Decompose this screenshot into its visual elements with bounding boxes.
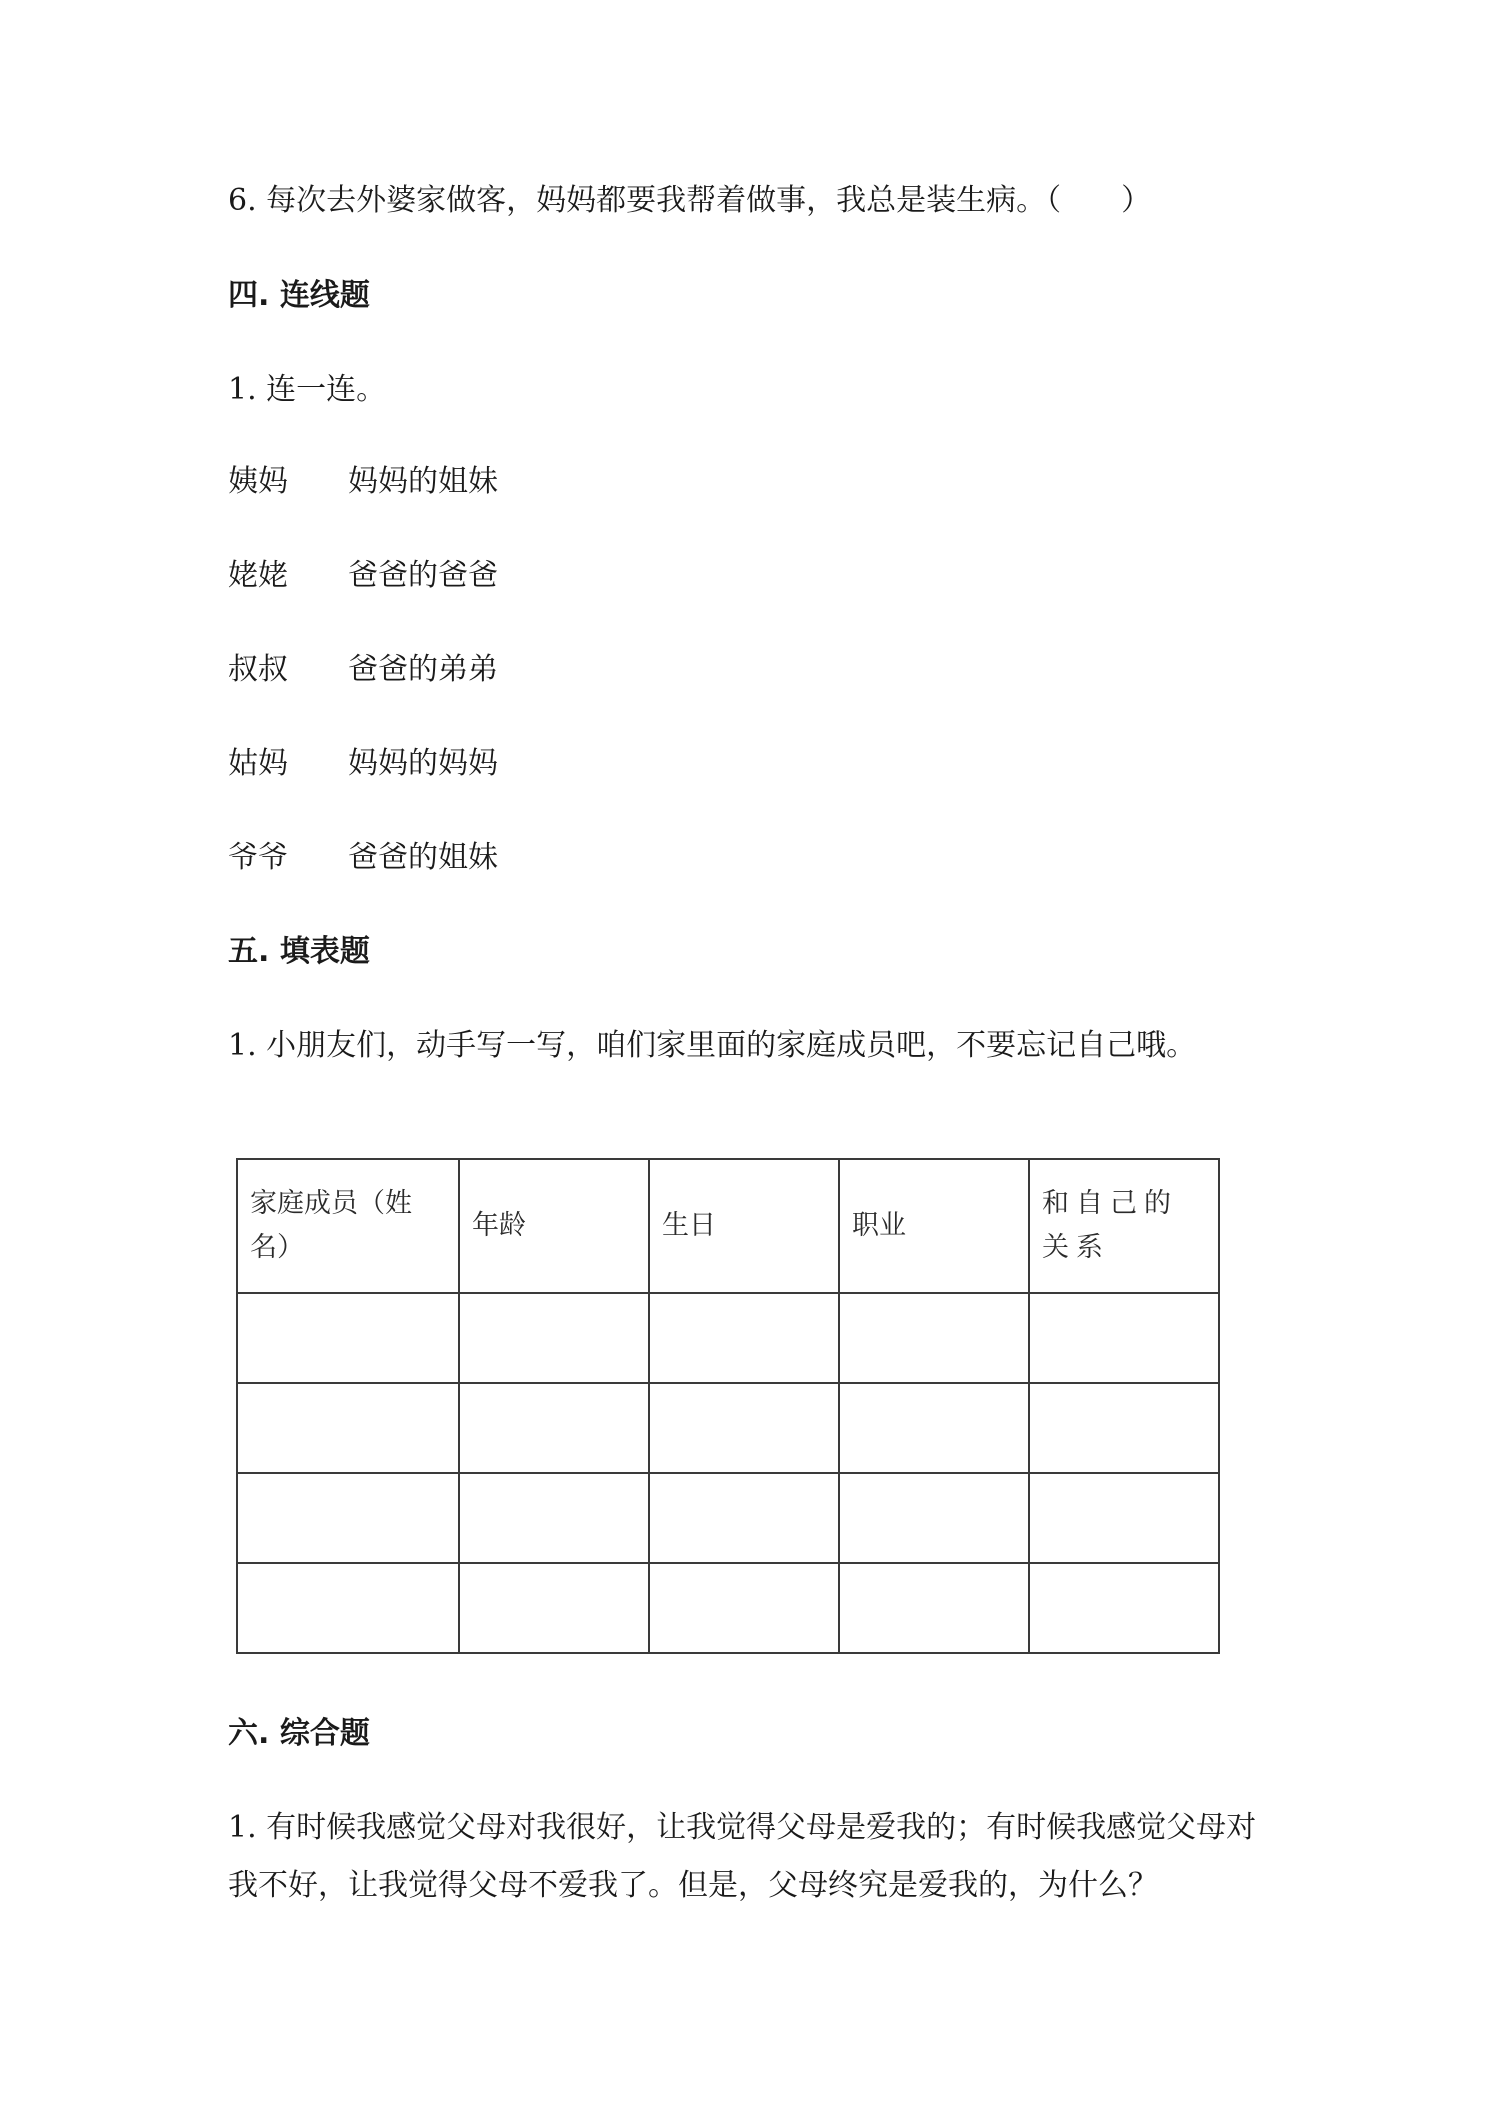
table-cell[interactable]: [839, 1383, 1029, 1473]
table-cell[interactable]: [1029, 1383, 1219, 1473]
match-left-5: 爷爷: [228, 840, 288, 875]
match-right-5: 爸爸的姐妹: [348, 840, 498, 875]
table-cell[interactable]: [1029, 1473, 1219, 1563]
table-cell[interactable]: [649, 1293, 839, 1383]
table-cell[interactable]: [459, 1383, 649, 1473]
table-row: [237, 1563, 1219, 1653]
table-cell[interactable]: [237, 1293, 459, 1383]
match-left-1: 姨妈: [228, 464, 288, 499]
header-age: 年龄: [459, 1159, 649, 1293]
match-right-3: 爸爸的弟弟: [348, 652, 498, 687]
table-row: [237, 1473, 1219, 1563]
table-cell[interactable]: [839, 1473, 1029, 1563]
table-cell[interactable]: [649, 1563, 839, 1653]
section-5-heading: 五. 填表题: [228, 934, 370, 969]
table-cell[interactable]: [459, 1473, 649, 1563]
family-members-table: [236, 1158, 1220, 1650]
match-right-2: 爸爸的爸爸: [348, 558, 498, 593]
match-right-4: 妈妈的妈妈: [348, 746, 498, 781]
comprehensive-question-line-2: 我不好，让我觉得父母不爱我了。但是，父母终究是爱我的，为什么？: [228, 1868, 1158, 1903]
table-row: [237, 1383, 1219, 1473]
table-cell[interactable]: [459, 1293, 649, 1383]
match-left-2: 姥姥: [228, 558, 288, 593]
header-relationship: 和自己的关系: [1029, 1159, 1219, 1293]
table-cell[interactable]: [839, 1563, 1029, 1653]
table-header-row: [237, 1159, 1219, 1293]
header-occupation: 职业: [839, 1159, 1029, 1293]
section-6-heading: 六. 综合题: [228, 1716, 370, 1751]
table-cell[interactable]: [1029, 1563, 1219, 1653]
matching-question: 1. 连一连。: [228, 372, 387, 407]
table-cell[interactable]: [649, 1383, 839, 1473]
table-cell[interactable]: [459, 1563, 649, 1653]
table-question: 1. 小朋友们，动手写一写，咱们家里面的家庭成员吧，不要忘记自己哦。: [228, 1028, 1197, 1063]
table-cell[interactable]: [237, 1563, 459, 1653]
table-cell[interactable]: [839, 1293, 1029, 1383]
question-6: 6. 每次去外婆家做客，妈妈都要我帮着做事，我总是装生病。（ ）: [228, 183, 1152, 218]
section-4-heading: 四. 连线题: [228, 278, 370, 313]
header-family-member: 家庭成员（姓名）: [237, 1159, 459, 1293]
header-birthday: 生日: [649, 1159, 839, 1293]
match-left-4: 姑妈: [228, 746, 288, 781]
match-right-1: 妈妈的姐妹: [348, 464, 498, 499]
match-left-3: 叔叔: [228, 652, 288, 687]
table-cell[interactable]: [237, 1383, 459, 1473]
table-cell[interactable]: [649, 1473, 839, 1563]
comprehensive-question-line-1: 1. 有时候我感觉父母对我很好，让我觉得父母是爱我的；有时候我感觉父母对: [228, 1810, 1257, 1845]
table-cell[interactable]: [237, 1473, 459, 1563]
table-row: [237, 1293, 1219, 1383]
table-cell[interactable]: [1029, 1293, 1219, 1383]
